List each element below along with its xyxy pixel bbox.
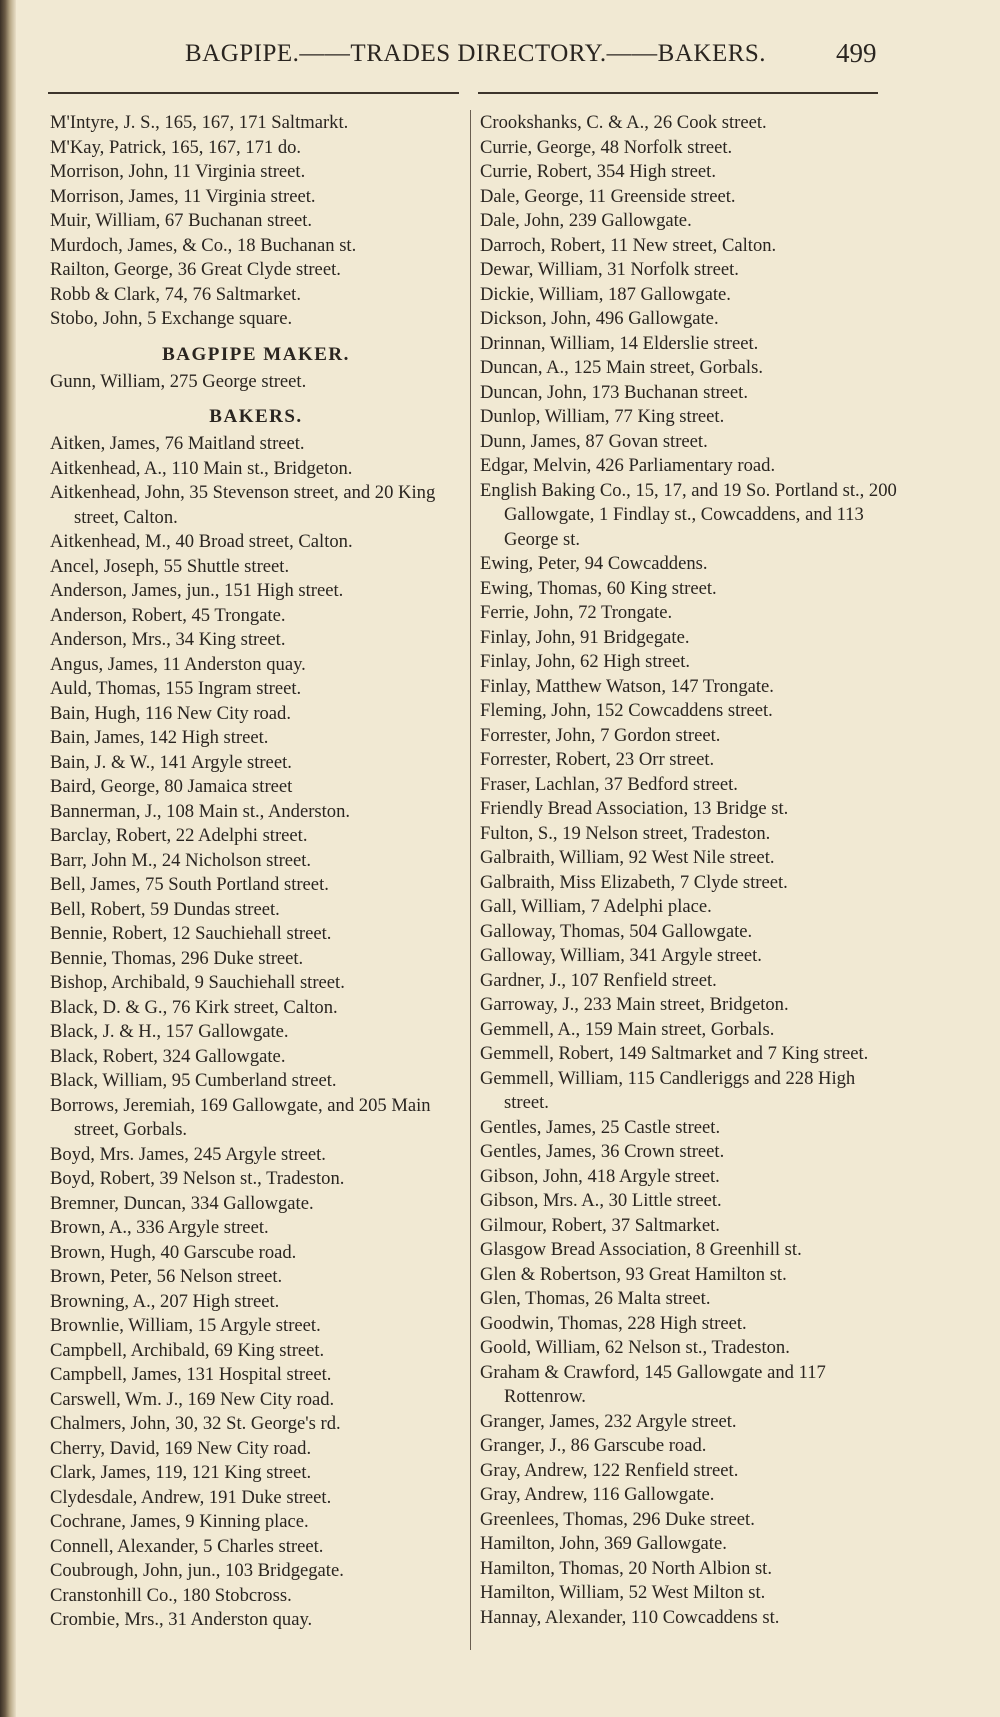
directory-entry: Angus, James, 11 Anderston quay. bbox=[50, 653, 306, 675]
directory-entry: Darroch, Robert, 11 New street, Calton. bbox=[480, 234, 777, 256]
directory-entry: Dickson, John, 496 Gallowgate. bbox=[480, 308, 719, 329]
directory-entry: Goold, William, 62 Nelson st., Tradeston. bbox=[480, 1337, 790, 1358]
directory-entry: Coubrough, John, jun., 103 Bridgegate. bbox=[50, 1560, 344, 1581]
bagpipe-maker-entries bbox=[50, 370, 462, 395]
running-head: BAGPIPE.——TRADES DIRECTORY.——BAKERS. bbox=[185, 40, 767, 67]
section-heading-bagpipe-maker: BAGPIPE MAKER. bbox=[162, 343, 350, 365]
directory-entry: Bain, Hugh, 116 New City road. bbox=[50, 702, 292, 724]
directory-entry: Duncan, A., 125 Main street, Gorbals. bbox=[480, 357, 763, 378]
directory-entry: Baird, George, 80 Jamaica street bbox=[50, 776, 293, 797]
directory-entry: Morrison, John, 11 Virginia street. bbox=[50, 161, 306, 182]
directory-entry: Gall, William, 7 Adelphi place. bbox=[480, 896, 712, 917]
directory-entry: Aitkenhead, M., 40 Broad street, Calton. bbox=[50, 531, 353, 552]
directory-entry: Bremner, Duncan, 334 Gallowgate. bbox=[50, 1192, 314, 1214]
directory-entry: Gray, Andrew, 116 Gallowgate. bbox=[480, 1484, 715, 1505]
directory-entry: Finlay, John, 91 Bridgegate. bbox=[480, 626, 690, 648]
directory-entry: Cherry, David, 169 New City road. bbox=[50, 1437, 312, 1459]
directory-entry: Dale, John, 239 Gallowgate. bbox=[480, 210, 692, 231]
book-spine-shadow bbox=[0, 0, 16, 1717]
directory-entry: Greenlees, Thomas, 296 Duke street. bbox=[480, 1508, 755, 1530]
directory-entry: Dickie, William, 187 Gallowgate. bbox=[480, 283, 731, 305]
directory-entry: Galbraith, Miss Elizabeth, 7 Clyde street. bbox=[480, 871, 788, 893]
directory-entry: Brown, A., 336 Argyle street. bbox=[50, 1217, 269, 1238]
directory-entry: Bain, J. & W., 141 Argyle street. bbox=[50, 751, 292, 773]
directory-entry: Bain, James, 142 High street. bbox=[50, 727, 269, 748]
directory-entry: Drinnan, William, 14 Elderslie street. bbox=[480, 332, 759, 354]
directory-entry: Barr, John M., 24 Nicholson street. bbox=[50, 849, 312, 871]
directory-entry: Campbell, James, 131 Hospital street. bbox=[50, 1364, 332, 1385]
directory-entry: Currie, George, 48 Norfolk street. bbox=[480, 136, 733, 158]
directory-entry: Currie, Robert, 354 High street. bbox=[480, 161, 716, 182]
directory-entry: M'Intyre, J. S., 165, 167, 171 Saltmarkt. bbox=[50, 112, 349, 133]
directory-entry: Gentles, James, 25 Castle street. bbox=[480, 1116, 721, 1138]
bakers-entries-left bbox=[50, 432, 462, 1633]
directory-entry: Murdoch, James, & Co., 18 Buchanan st. bbox=[50, 234, 357, 256]
directory-entry: Borrows, Jeremiah, 169 Gallowgate, and 205 Main street, Gorbals. bbox=[50, 1094, 431, 1140]
directory-entry: Fulton, S., 19 Nelson street, Tradeston. bbox=[480, 822, 771, 844]
directory-entry: Granger, James, 232 Argyle street. bbox=[480, 1410, 737, 1432]
directory-entry: Fraser, Lachlan, 37 Bedford street. bbox=[480, 773, 738, 795]
directory-entry: Anderson, James, jun., 151 High street. bbox=[50, 580, 344, 601]
directory-entry: Finlay, John, 62 High street. bbox=[480, 651, 691, 672]
directory-entry: Bell, James, 75 South Portland street. bbox=[50, 874, 329, 895]
directory-entry: Black, William, 95 Cumberland street. bbox=[50, 1070, 337, 1091]
directory-entry: Barclay, Robert, 22 Adelphi street. bbox=[50, 825, 308, 846]
bakers-entries-right bbox=[480, 111, 900, 1630]
directory-entry: Ferrie, John, 72 Trongate. bbox=[480, 602, 673, 623]
directory-entry: Brown, Hugh, 40 Garscube road. bbox=[50, 1241, 297, 1263]
directory-entry: Gentles, James, 36 Crown street. bbox=[480, 1141, 725, 1162]
left-top-entries bbox=[50, 111, 462, 332]
directory-entry: Gemmell, Robert, 149 Saltmarket and 7 King street. bbox=[480, 1043, 869, 1064]
directory-entry: Graham & Crawford, 145 Gallowgate and 117 Rottenrow. bbox=[480, 1361, 826, 1407]
directory-entry: Anderson, Robert, 45 Trongate. bbox=[50, 604, 286, 626]
directory-entry: Aitkenhead, A., 110 Main st., Bridgeton. bbox=[50, 457, 353, 479]
directory-entry: Fleming, John, 152 Cowcaddens street. bbox=[480, 700, 773, 721]
directory-entry: Muir, William, 67 Buchanan street. bbox=[50, 210, 313, 231]
directory-entry: Forrester, Robert, 23 Orr street. bbox=[480, 749, 715, 770]
directory-entry: Friendly Bread Association, 13 Bridge st. bbox=[480, 798, 789, 819]
directory-entry: Browning, A., 207 High street. bbox=[50, 1290, 280, 1312]
directory-entry: Ancel, Joseph, 55 Shuttle street. bbox=[50, 555, 290, 577]
directory-entry: Auld, Thomas, 155 Ingram street. bbox=[50, 678, 302, 699]
directory-entry: Gibson, Mrs. A., 30 Little street. bbox=[480, 1190, 722, 1211]
directory-entry: Morrison, James, 11 Virginia street. bbox=[50, 185, 316, 207]
directory-entry: Duncan, John, 173 Buchanan street. bbox=[480, 381, 748, 403]
directory-entry: Boyd, Mrs. James, 245 Argyle street. bbox=[50, 1143, 326, 1165]
directory-entry: Galbraith, William, 92 West Nile street. bbox=[480, 847, 775, 868]
page-number: 499 bbox=[836, 38, 877, 68]
directory-entry: Glen & Robertson, 93 Great Hamilton st. bbox=[480, 1263, 787, 1285]
directory-entry: Stobo, John, 5 Exchange square. bbox=[50, 308, 293, 329]
directory-entry: Gardner, J., 107 Renfield street. bbox=[480, 969, 717, 991]
directory-entry: Cranstonhill Co., 180 Stobcross. bbox=[50, 1584, 292, 1606]
directory-entry: Boyd, Robert, 39 Nelson st., Tradeston. bbox=[50, 1168, 345, 1189]
directory-entry: Brown, Peter, 56 Nelson street. bbox=[50, 1266, 283, 1287]
directory-entry: Black, J. & H., 157 Gallowgate. bbox=[50, 1021, 289, 1042]
directory-entry: Chalmers, John, 30, 32 St. George's rd. bbox=[50, 1413, 341, 1434]
directory-entry: Finlay, Matthew Watson, 147 Trongate. bbox=[480, 675, 774, 697]
directory-entry: Clark, James, 119, 121 King street. bbox=[50, 1462, 312, 1483]
directory-entry: Dunn, James, 87 Govan street. bbox=[480, 430, 708, 452]
directory-entry: Bell, Robert, 59 Dundas street. bbox=[50, 898, 280, 920]
directory-entry: M'Kay, Patrick, 165, 167, 171 do. bbox=[50, 136, 302, 158]
directory-entry: Crombie, Mrs., 31 Anderston quay. bbox=[50, 1609, 313, 1630]
directory-entry: Edgar, Melvin, 426 Parliamentary road. bbox=[480, 455, 776, 476]
directory-entry: Hamilton, William, 52 West Milton st. bbox=[480, 1582, 766, 1603]
directory-entry: Gray, Andrew, 122 Renfield street. bbox=[480, 1459, 739, 1481]
section-heading-bakers: BAKERS. bbox=[209, 406, 303, 427]
directory-entry: Connell, Alexander, 5 Charles street. bbox=[50, 1535, 324, 1557]
directory-entry: Granger, J., 86 Garscube road. bbox=[480, 1435, 707, 1456]
directory-entry: Crookshanks, C. & A., 26 Cook street. bbox=[480, 112, 767, 133]
directory-entry: Gemmell, A., 159 Main street, Gorbals. bbox=[480, 1018, 775, 1040]
directory-entry: Garroway, J., 233 Main street, Bridgeton. bbox=[480, 994, 789, 1015]
directory-entry: Cochrane, James, 9 Kinning place. bbox=[50, 1511, 309, 1532]
directory-entry: Brownlie, William, 15 Argyle street. bbox=[50, 1315, 321, 1336]
directory-entry: Black, Robert, 324 Gallowgate. bbox=[50, 1045, 286, 1067]
directory-entry: Glasgow Bread Association, 8 Greenhill st. bbox=[480, 1239, 802, 1260]
left-column bbox=[50, 111, 462, 1633]
directory-entry: Gibson, John, 418 Argyle street. bbox=[480, 1165, 720, 1187]
directory-entry: Anderson, Mrs., 34 King street. bbox=[50, 629, 286, 650]
directory-entry: Aitkenhead, John, 35 Stevenson street, and 20 King street, Calton. bbox=[50, 482, 436, 528]
directory-entry: Ewing, Peter, 94 Cowcaddens. bbox=[480, 553, 708, 574]
directory-entry: English Baking Co., 15, 17, and 19 So. Portland st., 200 Gallowgate, 1 Findlay st., Cowcaddens, and 113 George st. bbox=[480, 479, 897, 550]
directory-entry: Glen, Thomas, 26 Malta street. bbox=[480, 1288, 711, 1309]
directory-entry: Goodwin, Thomas, 228 High street. bbox=[480, 1312, 747, 1334]
header-rule-left bbox=[48, 92, 459, 94]
header-rule-right bbox=[478, 92, 878, 94]
directory-entry: Hamilton, John, 369 Gallowgate. bbox=[480, 1533, 727, 1554]
directory-entry: Dunlop, William, 77 King street. bbox=[480, 406, 725, 427]
directory-entry: Ewing, Thomas, 60 King street. bbox=[480, 577, 717, 599]
directory-entry: Gemmell, William, 115 Candleriggs and 228 High street. bbox=[480, 1067, 856, 1113]
column-divider bbox=[470, 110, 471, 1650]
directory-entry: Dewar, William, 31 Norfolk street. bbox=[480, 259, 739, 280]
directory-entry: Bennie, Thomas, 296 Duke street. bbox=[50, 947, 304, 969]
directory-entry: Bannerman, J., 108 Main st., Anderston. bbox=[50, 800, 351, 822]
directory-entry: Black, D. & G., 76 Kirk street, Calton. bbox=[50, 996, 338, 1018]
page-header bbox=[0, 40, 1000, 76]
directory-entry: Hamilton, Thomas, 20 North Albion st. bbox=[480, 1557, 772, 1579]
directory-entry: Aitken, James, 76 Maitland street. bbox=[50, 433, 305, 454]
directory-entry: Robb & Clark, 74, 76 Saltmarket. bbox=[50, 283, 301, 305]
directory-entry: Clydesdale, Andrew, 191 Duke street. bbox=[50, 1486, 332, 1508]
directory-entry: Galloway, William, 341 Argyle street. bbox=[480, 945, 762, 966]
directory-entry: Campbell, Archibald, 69 King street. bbox=[50, 1339, 325, 1361]
directory-entry: Carswell, Wm. J., 169 New City road. bbox=[50, 1388, 335, 1410]
directory-entry: Forrester, John, 7 Gordon street. bbox=[480, 724, 721, 746]
directory-entry: Gilmour, Robert, 37 Saltmarket. bbox=[480, 1214, 720, 1236]
directory-entry: Dale, George, 11 Greenside street. bbox=[480, 185, 736, 207]
directory-entry: Bishop, Archibald, 9 Sauchiehall street. bbox=[50, 972, 345, 993]
directory-entry: Bennie, Robert, 12 Sauchiehall street. bbox=[50, 923, 332, 944]
directory-entry: Gunn, William, 275 George street. bbox=[50, 370, 307, 392]
directory-entry: Galloway, Thomas, 504 Gallowgate. bbox=[480, 920, 753, 942]
directory-entry: Hannay, Alexander, 110 Cowcaddens st. bbox=[480, 1606, 780, 1628]
right-column bbox=[480, 111, 900, 1630]
directory-entry: Railton, George, 36 Great Clyde street. bbox=[50, 259, 341, 280]
